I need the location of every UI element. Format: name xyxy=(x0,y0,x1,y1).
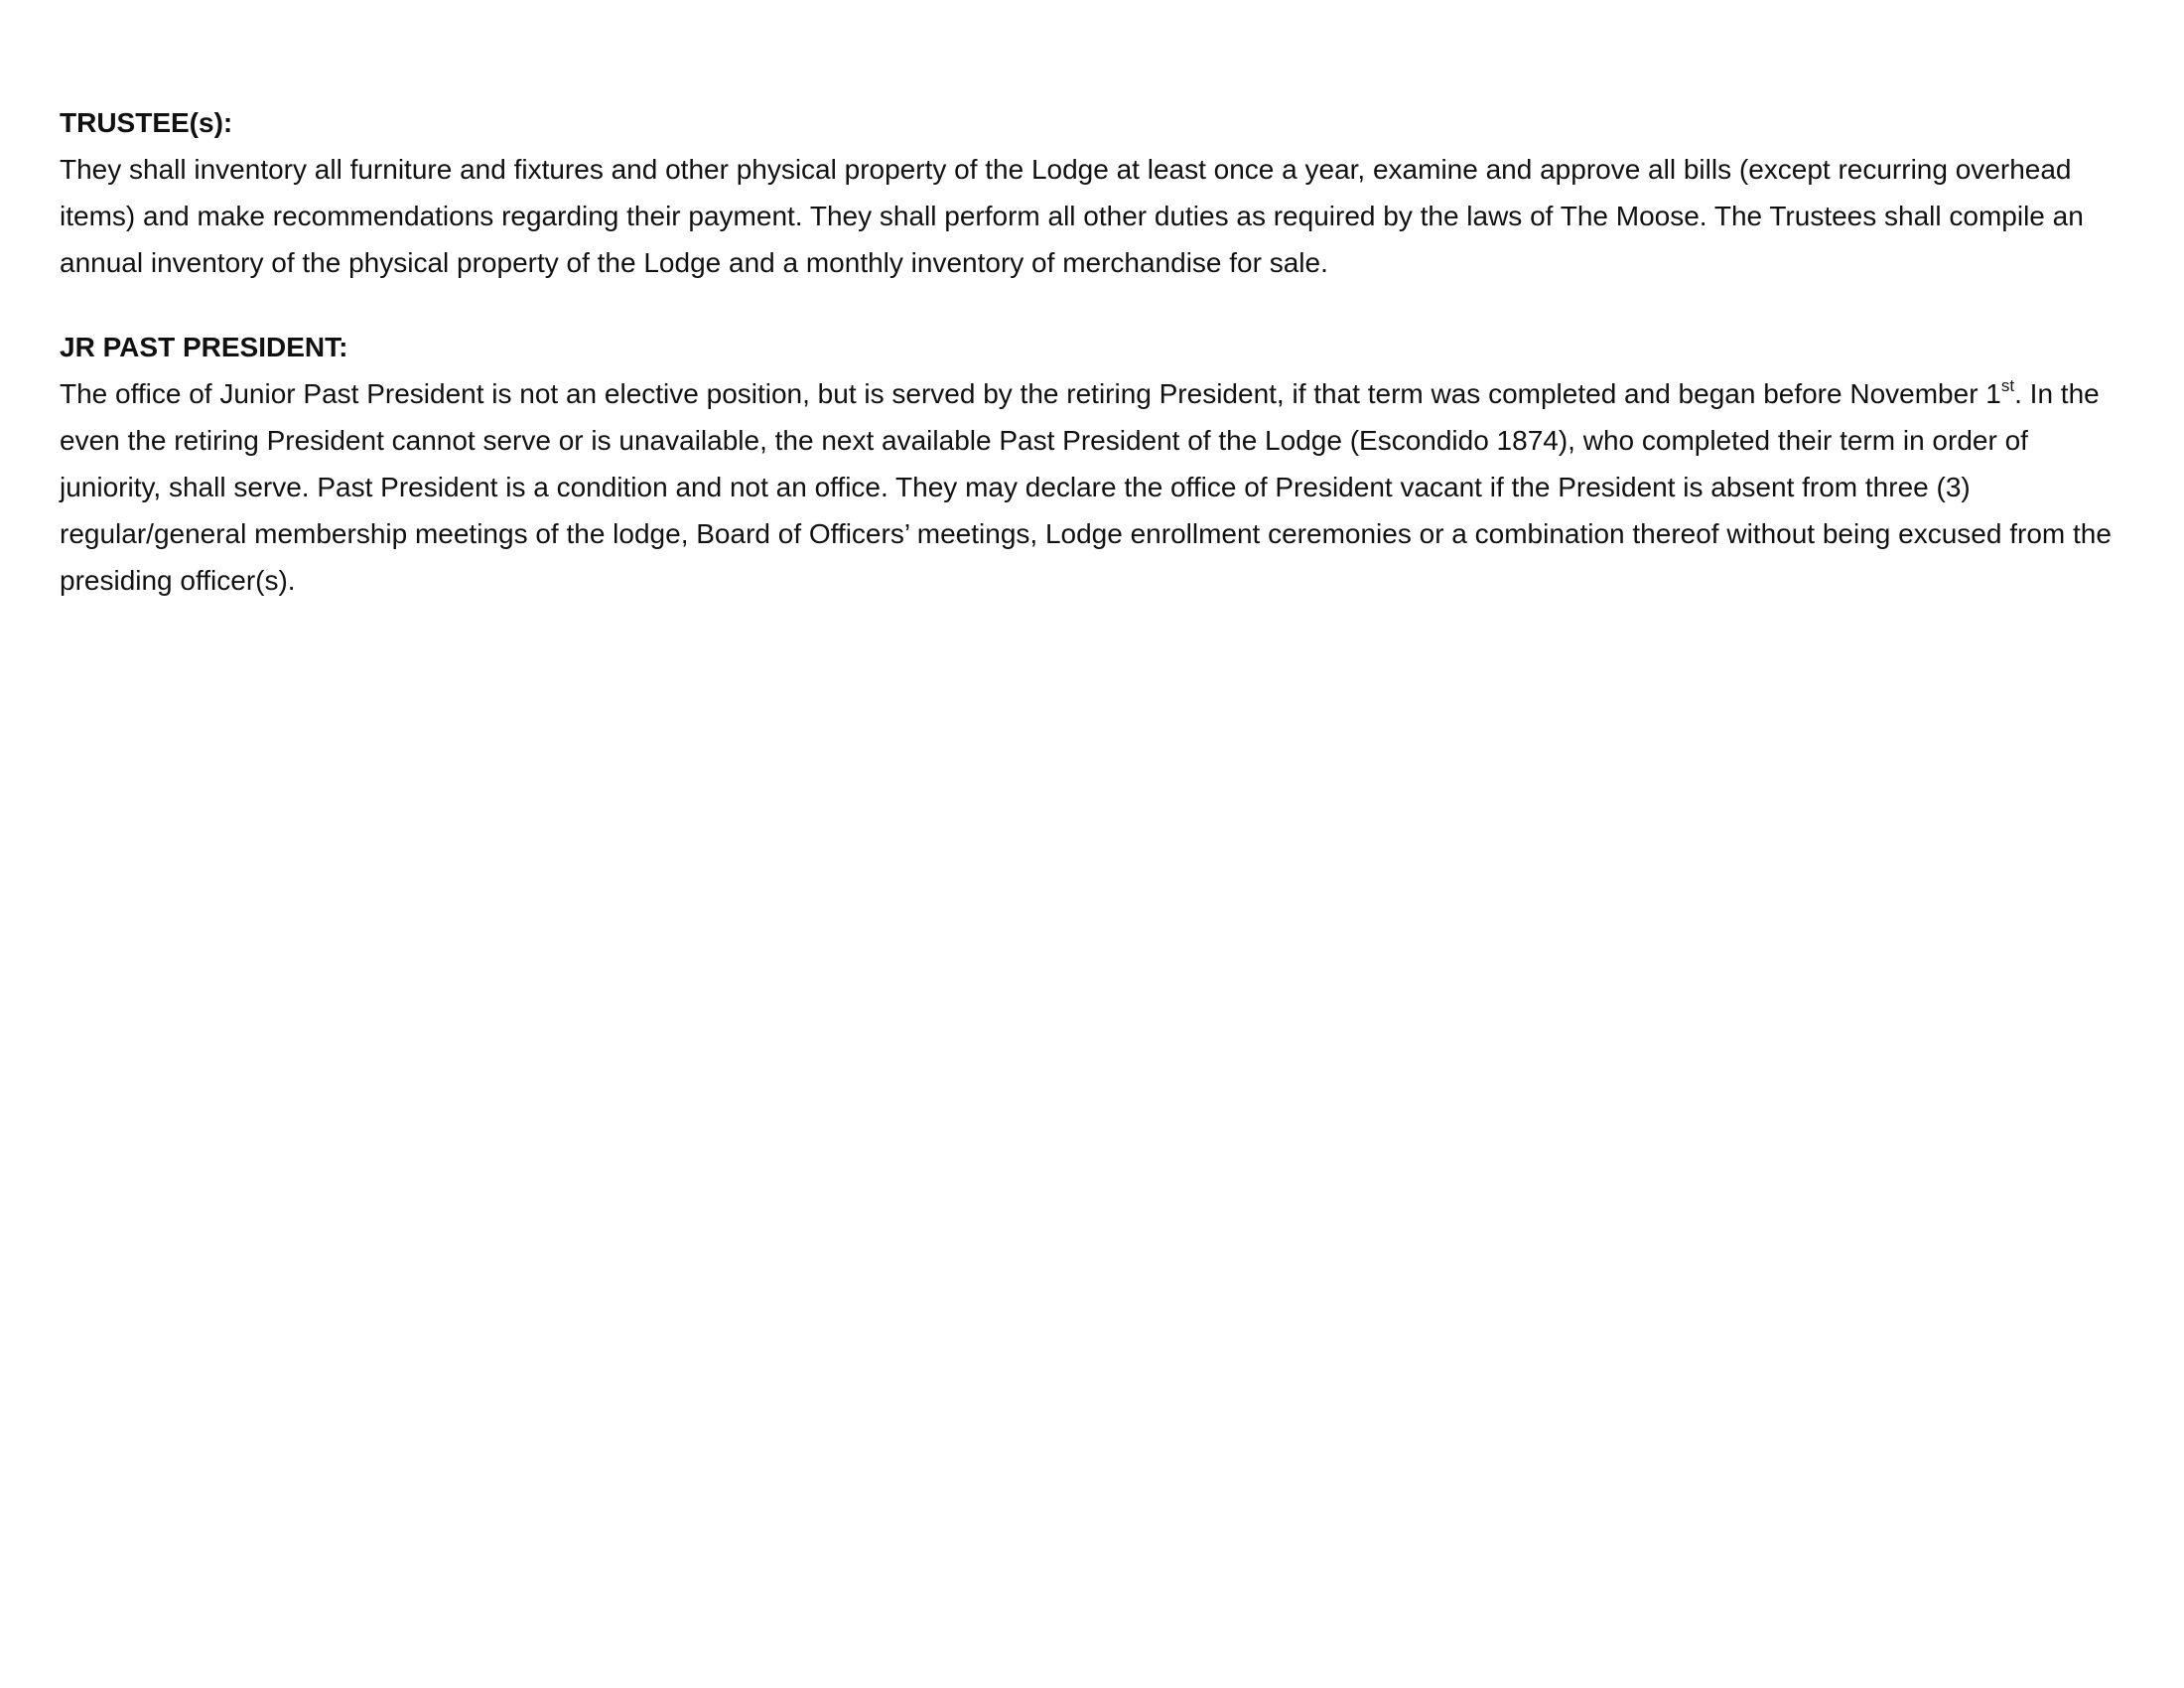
section-jr-past-president xyxy=(60,324,2134,604)
ordinal-superscript: st xyxy=(2000,375,2015,395)
section-body-jr-past-president xyxy=(60,370,2134,604)
section-trustees xyxy=(60,99,2134,286)
section-heading-jr-past-president: JR PAST PRESIDENT: xyxy=(60,332,348,362)
body-text-before-superscript: The office of Junior Past President is not an elective position, but is served by the retiring President, if that term was completed and began before November 1 xyxy=(60,378,2001,409)
section-heading-trustees: TRUSTEE(s): xyxy=(60,107,233,138)
body-text-after-superscript: . In the even the retiring President cannot serve or is unavailable, the next available Past President of the Lodge (Escondido 1874), who completed their term in order of juniority, shall serve. Past President is a condition and not an office. They may declare the office of President vacant if the President is absent from three (3) regular/general membership meetings of the lodge, Board of Officers’ meetings, Lodge enrollment ceremonies or a combination thereof without being excused from the presiding officer(s). xyxy=(60,378,2112,596)
document-page xyxy=(60,99,2134,641)
section-body-trustees: They shall inventory all furniture and fixtures and other physical property of the Lodge at least once a year, examine and approve all bills (except recurring overhead items) and make recommendations regarding their payment. They shall perform all other duties as required by the laws of The Moose. The Trustees shall compile an annual inventory of the physical property of the Lodge and a monthly inventory of merchandise for sale. xyxy=(60,154,2084,278)
